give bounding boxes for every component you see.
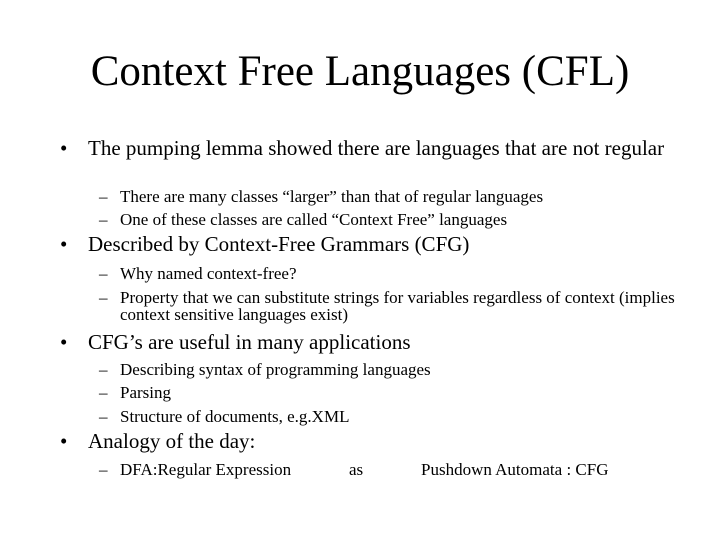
- analogy-left: DFA:Regular Expression: [120, 460, 292, 479]
- bullet-2-text: Described by Context-Free Grammars (CFG): [88, 232, 470, 256]
- bullet-4: [60, 431, 700, 452]
- sub-bullet-1-1: – There are many classes “larger” than that of regular languages: [99, 187, 544, 206]
- sub-bullet-3-2: – Parsing: [99, 383, 171, 402]
- dash-icon: –: [99, 288, 108, 307]
- analogy-middle: as: [349, 460, 364, 479]
- dash-icon: –: [99, 407, 108, 426]
- bullet-4-text: Analogy of the day:: [88, 429, 256, 453]
- bullet-dot-icon: •: [60, 232, 68, 256]
- analogy-right: Pushdown Automata : CFG: [421, 460, 609, 479]
- bullet-dot-icon: •: [60, 330, 68, 354]
- bullet-2: [60, 234, 700, 255]
- bullet-3: [60, 332, 700, 353]
- bullet-dot-icon: •: [60, 429, 68, 453]
- dash-icon: –: [99, 383, 108, 402]
- bullet-dot-icon: •: [60, 136, 68, 160]
- sub-bullet-1-2: – One of these classes are called “Context Free” languages: [99, 210, 508, 229]
- dash-icon: –: [99, 460, 108, 479]
- slide-title: Context Free Languages (CFL): [90, 48, 630, 95]
- dash-icon: –: [99, 187, 108, 206]
- bullet-1-text: The pumping lemma showed there are languages that are not regular: [88, 136, 665, 160]
- bullet-1: [60, 138, 700, 159]
- dash-icon: –: [99, 210, 108, 229]
- sub-bullet-2-1: – Why named context-free?: [99, 264, 297, 283]
- bullet-3-text: CFG’s are useful in many applications: [88, 330, 411, 354]
- dash-icon: –: [99, 264, 108, 283]
- sub-bullet-2-2: – Property that we can substitute strings for variables regardless of context (implies context sensitive languages exist): [99, 288, 675, 324]
- sub-bullet-3-3: – Structure of documents, e.g.XML: [99, 407, 350, 426]
- sub-bullet-3-1: – Describing syntax of programming languages: [99, 360, 431, 379]
- dash-icon: –: [99, 360, 108, 379]
